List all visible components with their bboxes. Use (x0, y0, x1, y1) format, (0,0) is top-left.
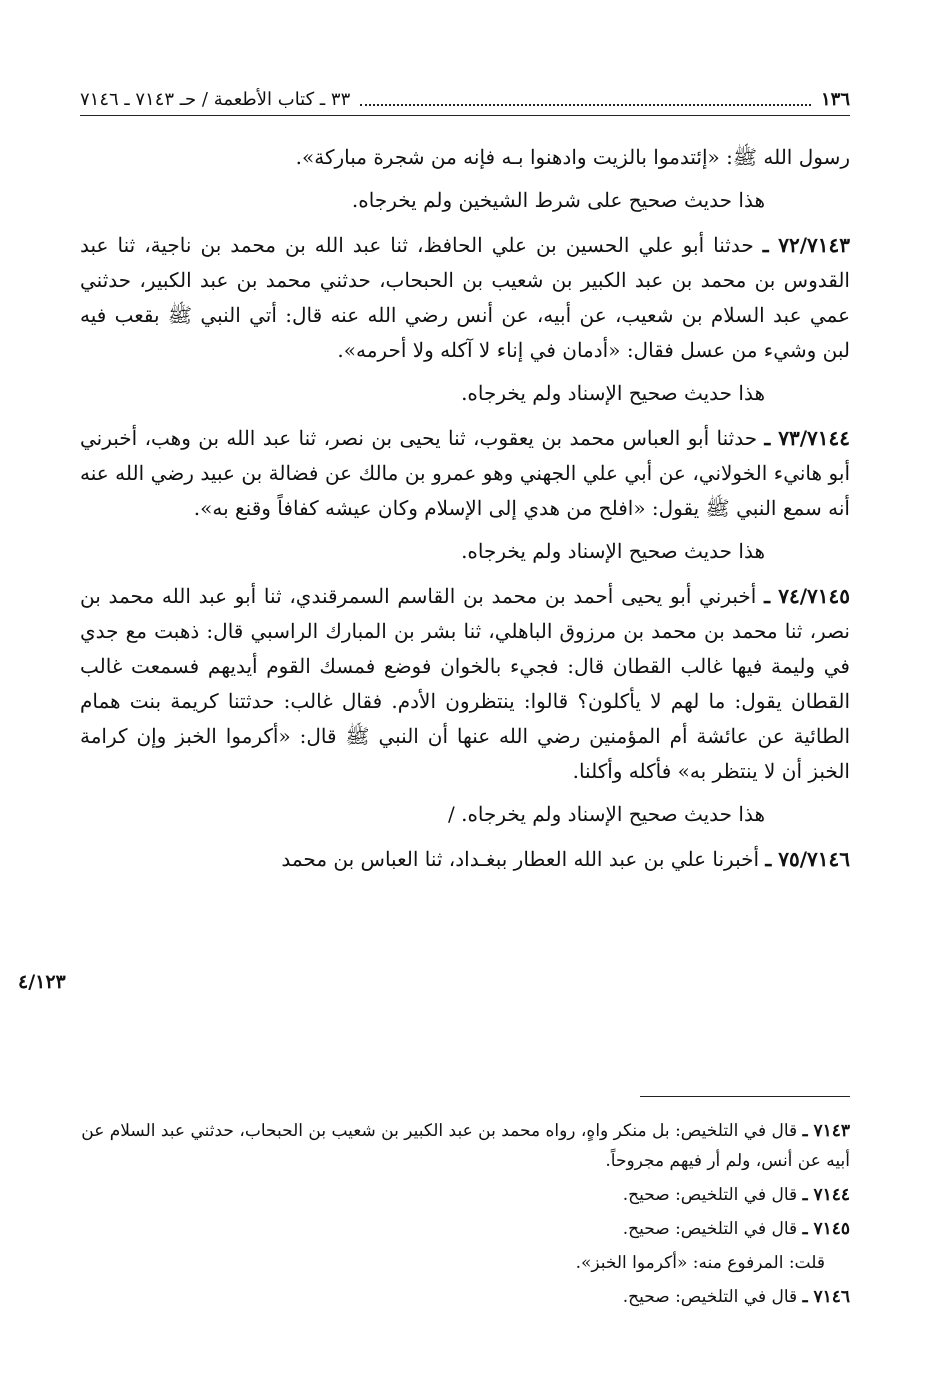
footnote-number: ٧١٤٤ ـ (802, 1185, 850, 1205)
footnote-number: ٧١٤٣ ـ (802, 1121, 850, 1141)
verdict-line: هذا حديث صحيح الإسناد ولم يخرجاه. (461, 381, 765, 405)
footnote-text: قال في التلخيص: صحيح. (622, 1219, 798, 1239)
footnote-7143 (80, 1116, 850, 1176)
hadith-7146 (80, 842, 850, 877)
hadith-7144 (80, 421, 850, 526)
running-header (80, 84, 850, 114)
margin-reference: ٤/١٢٣ (18, 971, 66, 993)
header-dot-leader (360, 92, 811, 106)
verdict-line: هذا حديث صحيح الإسناد ولم يخرجاه. / (447, 802, 765, 826)
hadith-text: حدثنا أبو العباس محمد بن يعقوب، ثنا يحيى بن نصر، ثنا عبد الله بن وهب، أخبرني أبو هانيء الخولاني، عن أبي علي الجهني وهو عمرو بن مالك عن فضالة بن عبيد رضي الله عنه أنه سمع النبي ﷺ يقول: «افلح من هدي إلى الإسلام وكان عيشه كفافاً وقنع به». (80, 426, 850, 520)
footnote-7145 (80, 1214, 850, 1244)
footnote-text: قال في التلخيص: بل منكر واهٍ، رواه محمد بن عبد الكبير بن شعيب بن الحبحاب، حدثني عبد السلام عن أبيه عن أنس، ولم أر فيهم مجروحاً. (81, 1121, 850, 1171)
footnote-rule (640, 1096, 850, 1097)
footnote-note: قلت: المرفوع منه: «أكرموا الخبز». (575, 1253, 825, 1273)
verdict-line: هذا حديث صحيح الإسناد ولم يخرجاه. (461, 539, 765, 563)
footnote-7144 (80, 1180, 850, 1210)
footnotes (80, 1116, 850, 1316)
verdict-line: هذا حديث صحيح على شرط الشيخين ولم يخرجاه. (351, 188, 765, 212)
main-text (80, 140, 850, 885)
hadith-number: ٧٢/٧١٤٣ ـ (762, 233, 851, 257)
hadith-7145 (80, 579, 850, 789)
hadith-number: ٧٤/٧١٤٥ ـ (764, 584, 851, 608)
footnote-number: ٧١٤٦ ـ (802, 1287, 850, 1307)
paragraph: رسول الله ﷺ: «إئتدموا بالزيت وادهنوا بـه فإنه من شجرة مباركة». (295, 145, 850, 169)
footnote-number: ٧١٤٥ ـ (802, 1219, 850, 1239)
hadith-number: ٧٣/٧١٤٤ ـ (764, 426, 850, 450)
header-title: ٣٣ ـ كتاب الأطعمة / حـ ٧١٤٣ ـ ٧١٤٦ (80, 88, 351, 110)
footnote-text: قال في التلخيص: صحيح. (622, 1185, 798, 1205)
hadith-number: ٧٥/٧١٤٦ ـ (765, 847, 850, 871)
page-number: ١٣٦ (820, 88, 850, 110)
hadith-text: أخبرني أبو يحيى أحمد بن محمد بن القاسم السمرقندي، ثنا أبو عبد الله محمد بن نصر، ثنا محمد بن محمد بن مرزوق الباهلي، ثنا بشر بن المبارك الراسبي قال: ذهبت مع جدي في وليمة فيها غالب القطان قال: فجيء بالخوان فوضع فمسك القوم أيديهم فسمعت غالب القطان يقول: ما لهم لا يأكلون؟ قالوا: ينتظرون الأدم. فقال غالب: حدثتنا كريمة بنت همام الطائية عن عائشة أم المؤمنين رضي الله عنها أن النبي ﷺ قال: «أكرموا الخبز وإن كرامة الخبز أن لا ينتظر به» فأكله وأكلنا. (80, 584, 850, 783)
hadith-text: أخبرنا علي بن عبد الله العطار ببغـداد، ثنا العباس بن محمد (281, 847, 766, 871)
footnote-text: قال في التلخيص: صحيح. (622, 1287, 798, 1307)
header-rule (80, 115, 850, 116)
hadith-text: حدثنا أبو علي الحسين بن علي الحافظ، ثنا عبد الله بن محمد بن ناجية، ثنا عبد القدوس بن محمد بن عبد الكبير بن شعيب بن الحبحاب، حدثني محمد بن عبد الكبير، حدثني عمي عبد السلام بن شعيب، عن أبيه، عن أنس رضي الله عنه قال: أتي النبي ﷺ بقعب فيه لبن وشيء من عسل فقال: «أدمان في إناء لا آكله ولا أحرمه». (80, 233, 850, 362)
hadith-7143 (80, 228, 850, 368)
footnote-7146 (80, 1282, 850, 1312)
